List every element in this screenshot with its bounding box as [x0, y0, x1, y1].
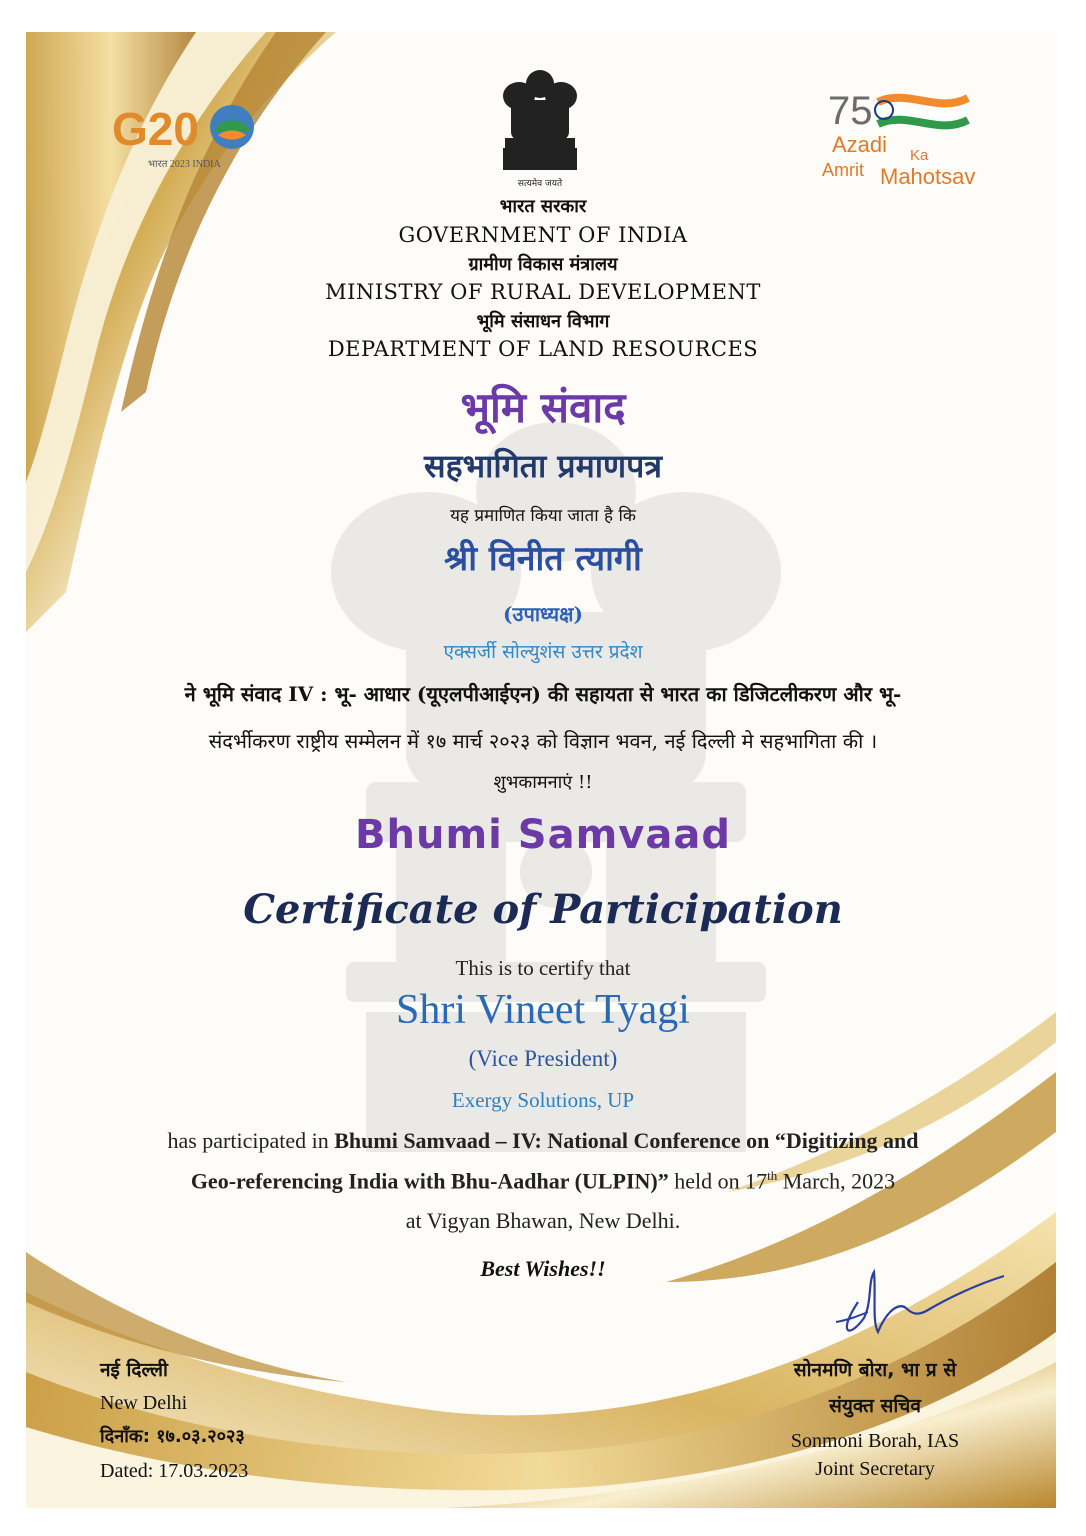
- title-hindi: भूमि संवाद: [460, 383, 626, 432]
- date-english: Dated: 17.03.2023: [100, 1460, 249, 1482]
- place-english: New Delhi: [100, 1392, 188, 1414]
- organization-hindi: एक्सर्जी सोल्युशंस उत्तर प्रदेश: [443, 641, 643, 663]
- govt-hindi: भारत सरकार: [499, 196, 587, 217]
- state-emblem-icon: [497, 66, 583, 190]
- akam-number: 75: [828, 89, 873, 133]
- body-english-line3: at Vigyan Bhawan, New Delhi.: [405, 1208, 681, 1233]
- akam-amrit: Amrit: [822, 160, 864, 180]
- akam-mahotsav: Mahotsav: [880, 164, 976, 189]
- azadi-ka-amrit-mahotsav-logo: [818, 80, 1008, 190]
- g20-logo-text: G20: [112, 103, 199, 155]
- g20-logo: [110, 95, 260, 175]
- date-hindi: दिनाँक: १७.०३.२०२३: [100, 1426, 245, 1447]
- recipient-name-hindi: श्री विनीत त्यागी: [444, 539, 642, 579]
- recipient-name-english: Shri Vineet Tyagi: [396, 987, 690, 1033]
- body-english-line2: Geo-referencing India with Bhu-Aadhar (ULPIN)” held on 17th March, 2023: [190, 1168, 896, 1194]
- dept-hindi: भूमि संसाधन विभाग: [476, 311, 610, 332]
- signatory-hindi: सोनमणि बोरा, भा प्र से: [793, 1359, 957, 1381]
- ministry-english: MINISTRY OF RURAL DEVELOPMENT: [325, 280, 761, 304]
- signatory-designation-hindi: संयुक्त सचिव: [829, 1395, 921, 1417]
- dept-english: DEPARTMENT OF LAND RESOURCES: [327, 337, 759, 361]
- subtitle-english: Certificate of Participation: [243, 886, 843, 933]
- designation-hindi: (उपाध्यक्ष): [503, 602, 583, 626]
- wishes-english: Best Wishes!!: [480, 1256, 606, 1281]
- g20-logo-subtext: भारत 2023 INDIA: [148, 159, 221, 170]
- wishes-hindi: शुभकामनाएं !!: [493, 772, 593, 793]
- govt-english: GOVERNMENT OF INDIA: [398, 223, 688, 247]
- certify-english: This is to certify that: [455, 956, 631, 980]
- title-english: Bhumi Samvaad: [355, 812, 731, 858]
- body-hindi-line1: ने भूमि संवाद IV : भू- आधार (यूएलपीआईएन) की सहायता से भारत का डिजिटलीकरण और भू-: [184, 682, 902, 706]
- subtitle-hindi: सहभागिता प्रमाणपत्र: [424, 447, 662, 485]
- akam-azadi: Azadi: [832, 132, 888, 157]
- emblem-motto: सत्यमेव जयते: [517, 179, 563, 189]
- akam-ka: Ka: [910, 147, 929, 164]
- ministry-hindi: ग्रामीण विकास मंत्रालय: [468, 254, 618, 275]
- body-hindi-line2: संदर्भीकरण राष्ट्रीय सम्मेलन में १७ मार्च २०२३ को विज्ञान भवन, नई दिल्ली मे सहभागिता की ।: [208, 729, 878, 753]
- designation-english: (Vice President): [468, 1046, 618, 1071]
- signatory-english: Sonmoni Borah, IAS: [790, 1430, 960, 1452]
- organization-english: Exergy Solutions, UP: [451, 1088, 635, 1112]
- place-hindi: नई दिल्ली: [100, 1359, 168, 1381]
- body-english-line1: has participated in Bhumi Samvaad – IV: National Conference on “Digitizing and: [167, 1128, 919, 1153]
- signature: [828, 1262, 1008, 1342]
- certify-hindi: यह प्रमाणित किया जाता है कि: [450, 506, 636, 526]
- signatory-designation-english: Joint Secretary: [815, 1458, 935, 1480]
